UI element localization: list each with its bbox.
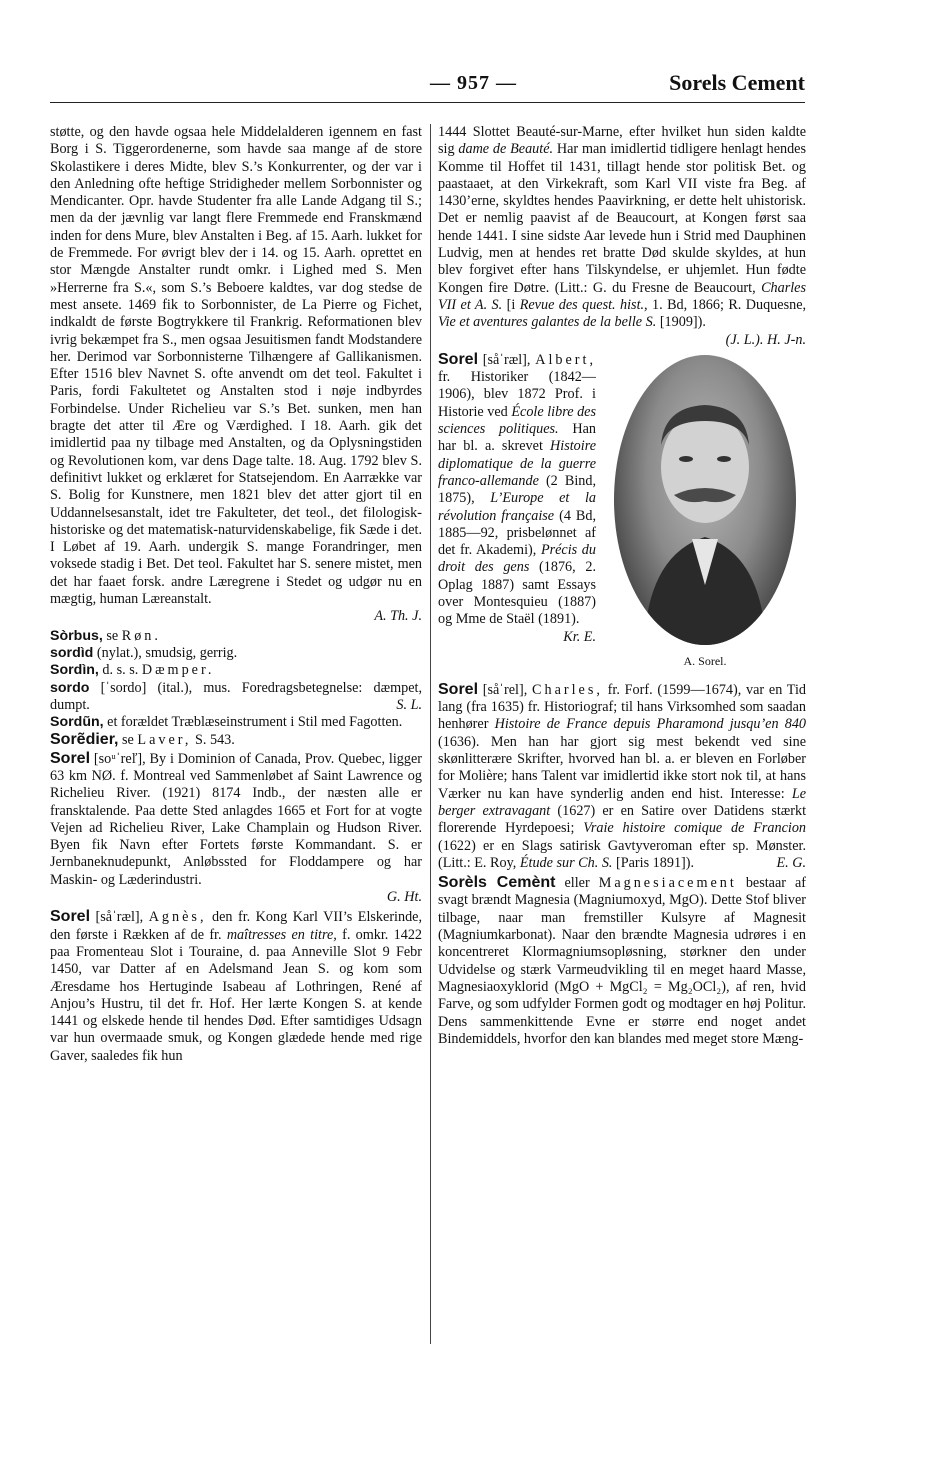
signature: Kr. E. [563,628,596,645]
portrait-figure [604,355,806,677]
headword: Sordìn, [50,662,99,679]
entry-sordin: Sordìn, d. s. s. Dæmper. [50,662,215,679]
signature: (J. L.). H. J-n. [725,331,806,348]
header-rule [50,102,805,103]
entry-sorels-cement: Sorèls Cemènt eller Magnesiacement bestaar af svagt brændt Magnesia (Magniumoxyd, MgO). Dette Stof bliver tilbage, naar man fremstiller Kulsyre af Magnesit (Magniumkarbonat). Naar den brændte Magnesia udrøres i en koncentreret Klormagniumsopløsning, størkner den under Udvidelse og stærk Varmeudvikling til en meget haard Masse, Magnesiaoxyklorid (MgO + MgCl₂ = Mg₂OCl₂), af ren, hvid Farve, og som udfylder Formen godt og modtager en høj Politur. Dens sammenkittende Evne er større end noget andet Bindemiddels, hvorfor den kan blandes med meget store Mæng- [438,874,807,1047]
entry-sorel-albert: A. Sorel. Sorel [såˈræl], Albert, fr. Historiker (1842—1906), blev 1872 Prof. i Historie ved École libre des sciences politiques. Han har bl. a. skrevet Histoire diplomatique de la guerre franco-allemande (2 Bind, 1875), L’Europe et la révolution française (4 Bd, 1885—92, prisbelønnet af det fr. Akademi), Précis du droit des gens (1876, 2. Oplag 1887) samt Essays over Montesquieu (1887) og Mme de Staël (1891). Kr. E. [438,351,806,679]
headword: Sorel [438,350,479,368]
headword: Sorẽdier, [50,731,119,749]
synonym: Magnesiacement [598,875,737,892]
headword: Sorel [50,749,91,767]
portrait-image [614,355,796,645]
column-divider [430,124,431,1344]
cross-reference: Dæmper. [141,662,215,679]
headword: sordìd [50,644,94,661]
sorbonne-continuation: støtte, og den havde ogsaa hele Middelalderen igennem en fast Borg i S. Tiggerordenerne, som havde saa mange af de store Skolastikere i deres Midte, blev S.’s Konkurrenter, og der var i den Anledning ofte heftige Stridigheder mellem Sorbonnister og Mendicanter. Opr. havde Studenter fra alle Lande Adgang til S.; men da der jævnlig var langt flere Fremmede end Franskmænd inden for dens Mure, blev Anstalten i Beg. af 15. Aarh. lukket for de Fremmede. For øvrigt blev der i 14. og 15. Aarh. oprettet en stor Mængde Anstalter rundt omkr. i Lighed med S. Men »Herrerne fra S.«, som S.’s Beboere kaldtes, var dog stedse de mest ansete. 1469 fik to Sorbonnister, de La Pierre og Fichet, indkaldt de første Bogtrykkere til Frankrig. Reformationen blev ivrig bekæmpet fra S., men ogsaa Jesuitismen fandt Modstandere her. Derimod var Sorbonnisterne Tilhængere af Gallikanismen. Efter 1516 blev Navnet S. ofte anvendt om det teol. Fakultet i Paris, fordi Fakultetet og Anstalten stod i nøje indbyrdes Forbindelse. Under Richelieu var S.’s Bet. sunken, men han bragte det atter til Ære og Værdighed. I 18. Aarh. gik det imidlertid paa ny tilbage med Anstalten, og da Oplysningstiden og Revolutionen kom, var dens Dage talte. 18. Aug. 1792 blev S. definitivt lukket og erklæret for Statsejendom. En Aarrække var S. Bolig for Kunstnere, men 1821 blev det atter gjort til en Uddannelsesanstalt, idet tre Fakulteter, det teol., det filologisk-historiske og det matematisk-naturvidenskabelige, fik Sæde i det. I Løbet af 19. Aarh. undergik S. mange Forandringer, men voksede stadig i Bet. Det teol. Fakultet har S. senere mistet, men det har faaet forsk. andre Læregrene i Stedet og udgør nu en mægtig, human Læreanstalt. [50,124,422,608]
page-header [50,70,805,100]
entry-sorel-agnes: Sorel [såˈræl], Agnès, den fr. Kong Karl VII’s Elskerinde, den første i Rækken af de fr. maîtresses en titre, f. omkr. 1422 paa Fromenteau Slot i Touraine, d. paa Anneville Slot 9 Febr 1450, var Datter af en Adelsmand Jean S. og kom som Æresdame hos Hertuginde Isabeau af Lothringen, René af Anjou’s Hustru, til det fr. Hof. Her lærte Kongen S. at kende 1441 og elskede hende til hendes Død. Efter samtidiges Udsagn var hun overmaade smuk, og Kongen glædede hende med rige Gaver, saaledes fik hun [50,908,423,1064]
signature: S. L. [396,696,422,713]
headword: sordo [50,679,90,696]
portrait-caption: A. Sorel. [683,653,727,668]
portrait-drawing [614,355,796,645]
running-title: Sorels Cement [669,70,805,95]
entry-sordo: sordo [ˈsordo] (ital.), mus. Foredragsbetegnelse: dæmpet, dumpt. S. L. [50,679,422,713]
headword: Sordũn, [50,714,104,731]
page-number: — 957 — [430,72,517,94]
signature: A. Th. J. [374,608,422,625]
entry-sorel-charles: Sorel [såˈrel], Charles, fr. Forf. (1599—1674), var en Tid lang (fra 1635) fr. Historiograf; til hans Virksomhed som saadan henhører Histoire de France depuis Pharamond jusqu’en 840 (1636). Men han har gjort sig mest bekendt ved sine skønlitterære Skrifter, hvorved han bl. a. er bleven en Forløber for Molière; hans Talent var imidlertid ikke stort nok til, at hans Værker nu kan have synderlig anden end hist. Interesse: Le berger extravagant (1627) er en Satire over Datidens stærkt florerende Hyrdepoesi; Vraie histoire comique de Francion (1622) er en Slags satirisk Gavtyveroman efter sp. Mønster. (Litt.: E. Roy, Étude sur Ch. S. [Paris 1891]). E. G. [438,680,807,871]
headword: Sorèls Cemènt [438,874,556,892]
entry-soredier: Sorẽdier, se Laver, S. 543. [50,731,235,749]
entry-sorbus: Sòrbus, se Røn. [50,627,161,644]
headword: Sòrbus, [50,627,103,644]
cross-reference: Røn. [121,627,161,644]
right-column [438,124,806,1048]
entry-sorel-town: Sorel [soᵘˈreľ], By i Dominion of Canada, Prov. Quebec, ligger 63 km NØ. f. Montreal ved Sammenløbet af Saint Lawrence og Richelieu River. (1921) 8174 Indb., der næsten alle er fransktalende. Paa dette Sted anlagdes 1665 et Fort for at vogte Vejen ad Richelieu River, Lake Champlain og Hudson River. Byen fik Navn efter Fortets første Kommandant. S. er Jernbaneknudepunkt, Anløbssted for Floddampere og har Maskin- og Læderindustri. [50,749,422,888]
headword: Sorel [50,908,91,926]
person-name: Albert, [535,351,597,368]
entry-sordid: sordìd (nylat.), smudsig, gerrig. [50,644,238,661]
cross-reference: Laver, [137,732,192,749]
agnes-continuation: 1444 Slottet Beauté-sur-Marne, efter hvilket hun siden kaldte sig dame de Beauté. Har man imidlertid tidligere henlagt hendes Komme til Hoffet til 1431, tillagt hende stor politisk Bet. og paastaaet, at den Virkekraft, som Karl VII viste fra Beg. af 1430’erne, skyldtes hendes Paavirkning, er dette helt uhistorisk. Det er nemlig paavist af de Beaucourt, at Kongen først saa hende 1441. I sine sidste Aar levede hun i Strid med Dauphinen Ludvig, men at hendes ret bratte Død skulde skyldes, at hun blev forgivet efter hans Tilskyndelse, er uhjemlet. Hun fødte Kongen fire Døtre. (Litt.: G. du Fresne de Beaucourt, Charles VII et A. S. [i Revue des quest. hist., 1. Bd, 1866; R. Duquesne, Vie et aventures galantes de la belle S. [1909]). [438,124,807,331]
entry-sordun: Sordũn, et forældet Træblæseinstrument i Stil med Fagotten. [50,714,403,731]
left-column [50,124,422,1065]
signature: E. G. [776,854,806,871]
headword: Sorel [438,680,479,698]
signature: G. Ht. [386,889,422,906]
person-name: Agnès, [148,909,207,926]
person-name: Charles, [532,681,603,698]
